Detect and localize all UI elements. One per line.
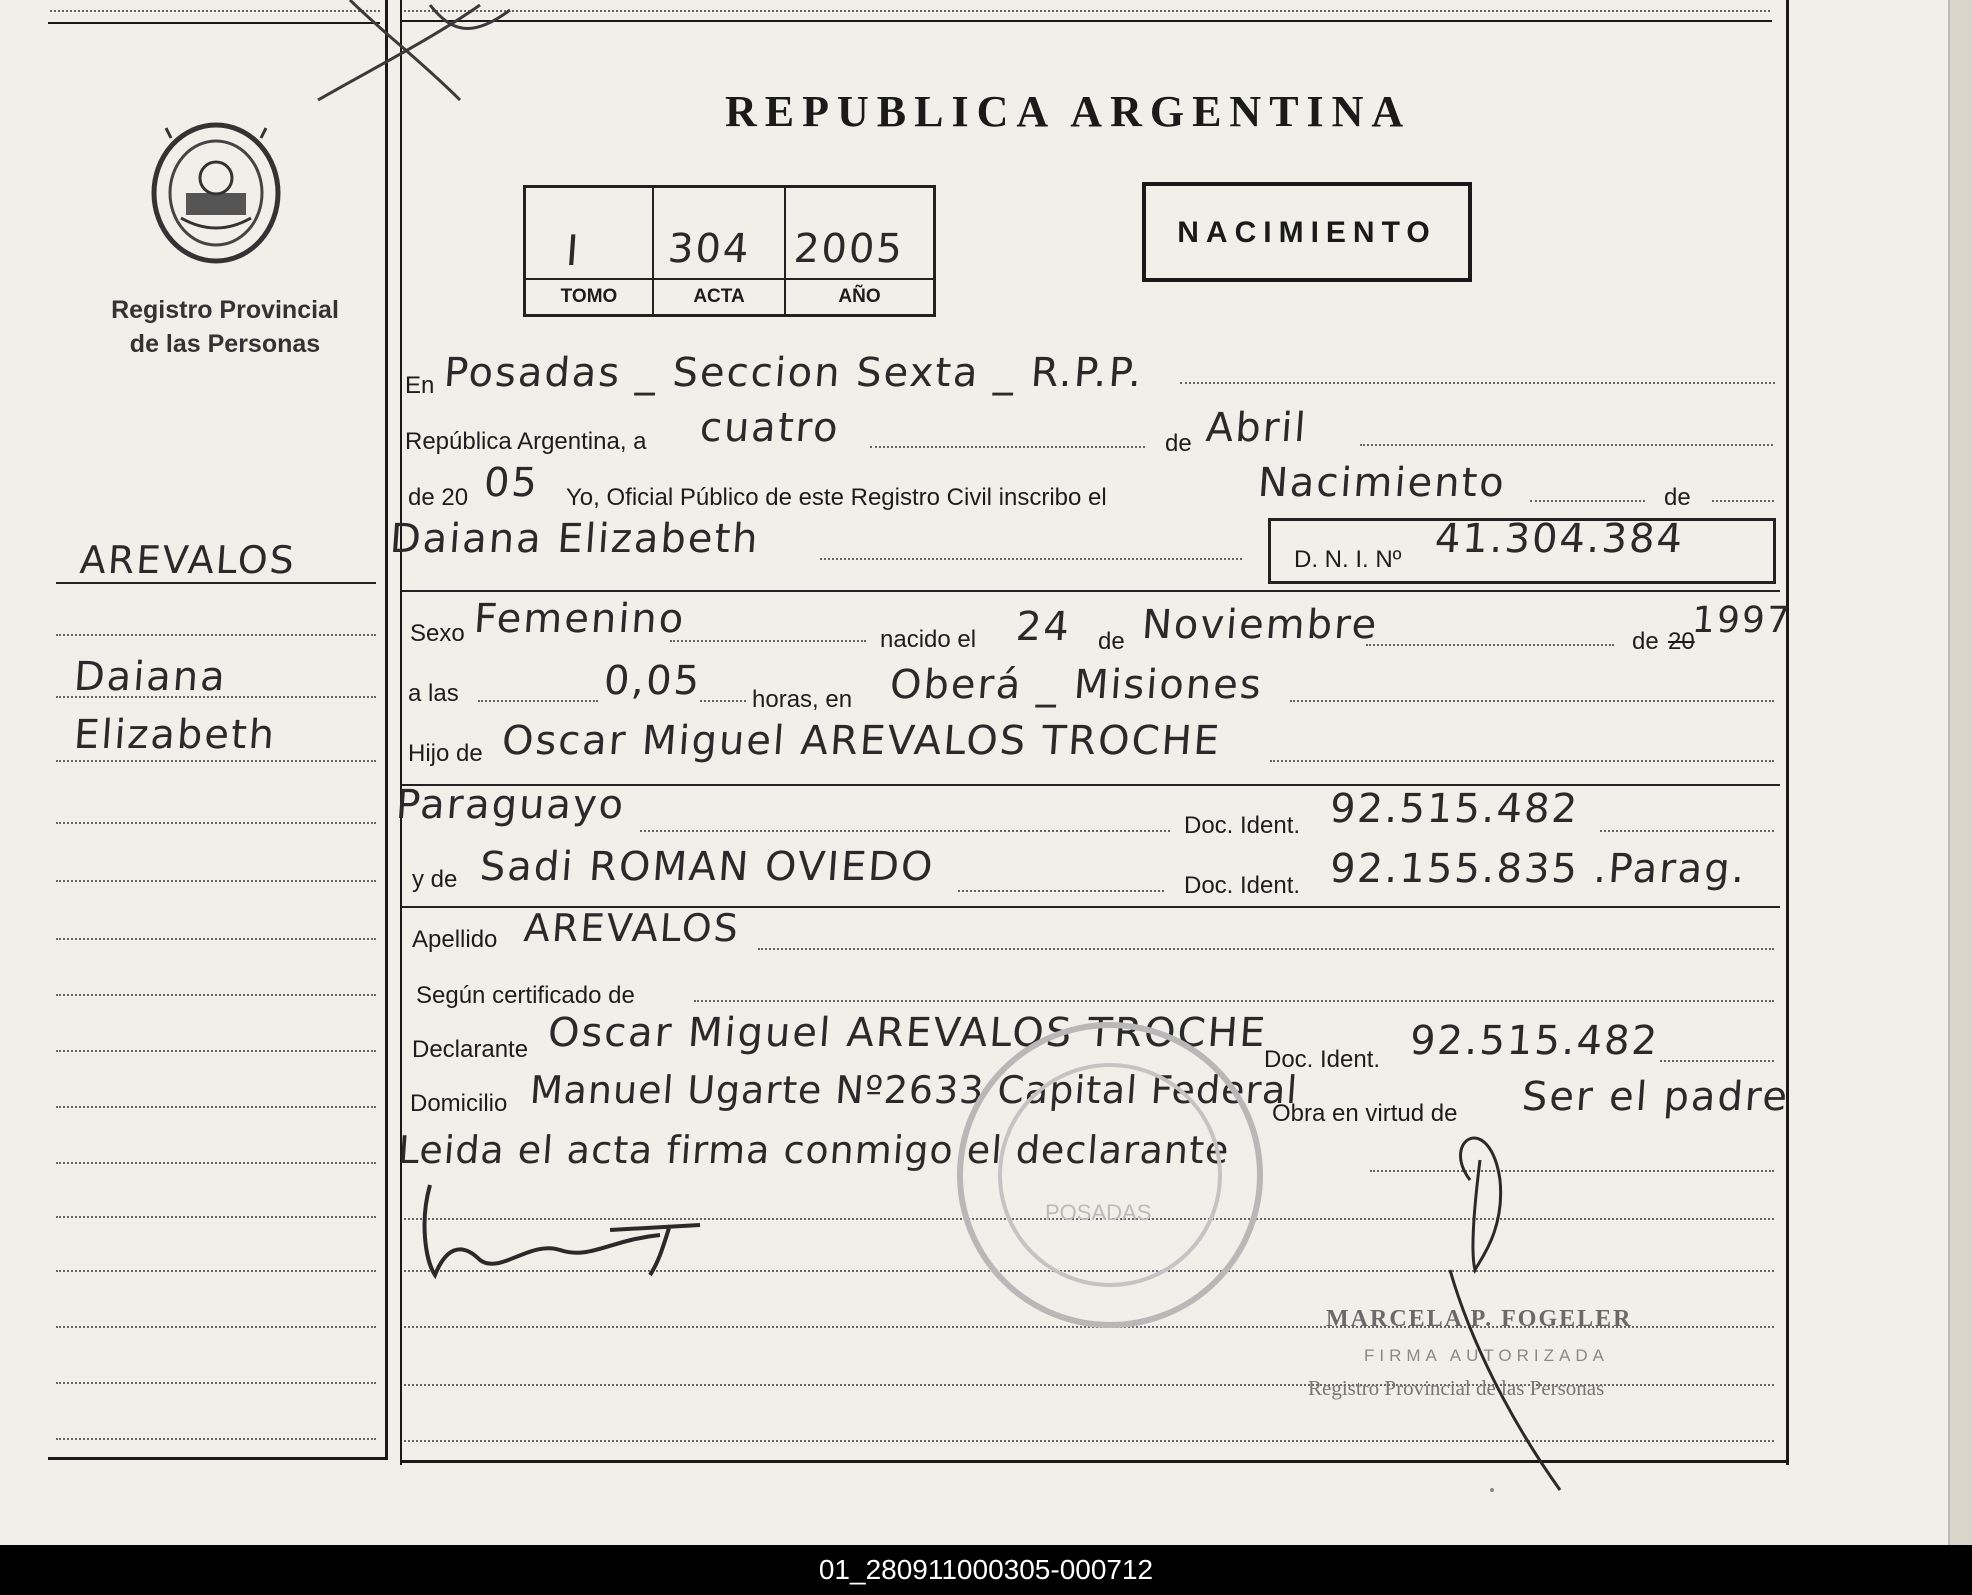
republica-label: República Argentina, a [405, 428, 647, 455]
sidebar-line [56, 938, 376, 940]
domicilio-label: Domicilio [410, 1090, 508, 1117]
obra-value: Ser el padre [1520, 1074, 1791, 1120]
tomo-acta-anio-box [523, 185, 936, 317]
month-fill-line [1360, 444, 1773, 446]
round-stamp-text: POSADAS [1045, 1200, 1152, 1225]
en-value: Posadas _ Seccion Sexta _ R.P.P. [442, 350, 1145, 396]
image-caption: 01_280911000305-000712 [818, 1554, 1154, 1585]
father-doc: 92.515.482 [1328, 786, 1581, 832]
nacido-label: nacido el [880, 626, 977, 653]
sidebar-line [56, 880, 376, 882]
declarante-doc-fill-line [1660, 1060, 1774, 1062]
name-fill-line [820, 558, 1242, 560]
sidebar-line [56, 1382, 376, 1384]
sidebar-line [56, 1162, 376, 1164]
mother-name: Sadi ROMAN OVIEDO [478, 844, 937, 890]
form-bottom-rule [402, 1460, 1788, 1463]
y-de-label: y de [412, 866, 458, 893]
registry-line-1: Registro Provincial [111, 296, 339, 324]
dni-value: 41.304.384 [1433, 516, 1686, 562]
tomo-label: TOMO [560, 286, 618, 307]
sidebar-line [56, 1050, 376, 1052]
sidebar-line [56, 822, 376, 824]
declarante-value: Oscar Miguel AREVALOS TROCHE [546, 1010, 1269, 1056]
act-type-label: NACIMIENTO [1177, 216, 1437, 249]
next-page-edge [1948, 0, 1972, 1545]
segun-label: Según certificado de [416, 982, 635, 1009]
hour-value: 0,05 [602, 658, 703, 704]
sidebar-surname: AREVALOS [78, 538, 298, 582]
father-nationality: Paraguayo [394, 782, 627, 828]
en-fill-line [1180, 382, 1775, 384]
de-label-2: de [1664, 484, 1691, 511]
alas-label: a las [408, 680, 459, 707]
tomo-value: I [564, 226, 583, 275]
birth-month-fill-line [1366, 644, 1614, 646]
doc-label-3: Doc. Ident. [1264, 1046, 1381, 1073]
yo-label: Yo, Oficial Público de este Registro Civil inscribo el [566, 484, 1107, 511]
right-frame-line [1786, 0, 1789, 1465]
official-name: MARCELA P. FOGELER [1326, 1306, 1633, 1332]
sidebar-line [56, 1216, 376, 1218]
sexo-label: Sexo [410, 620, 465, 647]
sidebar-line [56, 1270, 376, 1272]
name-value: Daiana Elizabeth [388, 516, 762, 562]
official-role: FIRMA AUTORIZADA [1364, 1346, 1609, 1365]
sidebar-line [56, 760, 376, 762]
dni-label: D. N. I. Nº [1294, 546, 1402, 573]
father-doc-fill-line [1600, 830, 1774, 832]
day-value: cuatro [698, 405, 842, 451]
sexo-fill-line [670, 640, 866, 642]
sidebar-given-1: Daiana [72, 654, 229, 700]
apellido-label: Apellido [412, 926, 498, 953]
place-fill-line [1290, 700, 1774, 702]
day-fill-line [870, 446, 1145, 448]
hijo-label: Hijo de [408, 740, 483, 767]
en-label: En [405, 372, 435, 399]
act-type-box [1142, 182, 1472, 282]
domicilio-value: Manuel Ugarte Nº2633 Capital Federal [528, 1068, 1300, 1112]
mother-fill-line [958, 890, 1164, 892]
mother-doc: 92.155.835 .Parag. [1328, 846, 1748, 892]
doc-label-1: Doc. Ident. [1184, 812, 1301, 839]
anio-label: AÑO [838, 286, 881, 307]
acta-value: 304 [666, 226, 752, 272]
horas-label: horas, en [752, 686, 853, 713]
page-title: REPUBLICA ARGENTINA [725, 87, 1412, 136]
sidebar-line [56, 696, 376, 698]
round-registry-stamp [950, 1010, 1270, 1340]
place-value: Oberá _ Misiones [888, 662, 1265, 708]
leida-value: Leida el acta firma conmigo el declarante [396, 1128, 1231, 1172]
top-dotted-line [400, 10, 1770, 12]
sidebar-line [56, 994, 376, 996]
obra-label: Obra en virtud de [1272, 1100, 1458, 1127]
declarant-signature [410, 1180, 750, 1290]
doc-label-2: Doc. Ident. [1184, 872, 1301, 899]
sidebar-line [56, 1326, 376, 1328]
nationality-fill-line [640, 830, 1170, 832]
declarante-doc: 92.515.482 [1408, 1018, 1661, 1064]
act-type-fill-line [1530, 500, 1645, 502]
anio-value: 2005 [792, 226, 906, 272]
top-rule [400, 20, 1772, 22]
de-label-3: de [1098, 628, 1125, 655]
acta-label: ACTA [693, 286, 745, 307]
sidebar-bottom-rule [48, 1457, 385, 1460]
sidebar-surname-rule [56, 582, 376, 584]
sidebar-given-2: Elizabeth [72, 712, 278, 758]
official-org: Registro Provincial de las Personas [1308, 1376, 1605, 1400]
apellido-fill-line [758, 948, 1774, 950]
birth-month: Noviembre [1140, 602, 1380, 648]
section-divider [402, 590, 1780, 592]
declarante-label: Declarante [412, 1036, 529, 1063]
de-label-1: de [1165, 430, 1192, 457]
segun-fill-line [694, 1000, 1774, 1002]
birth-day: 24 [1014, 604, 1073, 650]
de-20-label: de 20 [408, 484, 469, 511]
hour-fill-line [700, 700, 746, 702]
left-frame-line [385, 0, 388, 1460]
de-2-fill-line [1712, 500, 1774, 502]
de-20b-strike: 20 [1668, 628, 1695, 655]
province-seal [146, 118, 286, 268]
year-suffix: 05 [482, 460, 541, 506]
act-type-value: Nacimiento [1256, 460, 1508, 506]
father-fill-line [1270, 760, 1774, 762]
birth-year: 1997 [1690, 600, 1794, 641]
alas-fill-line [478, 700, 598, 702]
father-name: Oscar Miguel AREVALOS TROCHE [500, 718, 1223, 764]
sexo-value: Femenino [472, 596, 687, 642]
sidebar-line [56, 634, 376, 636]
registry-line-2: de las Personas [129, 330, 321, 358]
de-20b-label: de [1632, 628, 1659, 655]
sidebar-line [56, 1438, 376, 1440]
month-value: Abril [1204, 405, 1310, 451]
top-signature [310, 0, 530, 110]
apellido-value: AREVALOS [522, 906, 742, 950]
page-speck [1490, 1488, 1494, 1492]
label-divider [526, 278, 933, 280]
sidebar-line [56, 1106, 376, 1108]
inner-frame-line [400, 0, 402, 1465]
